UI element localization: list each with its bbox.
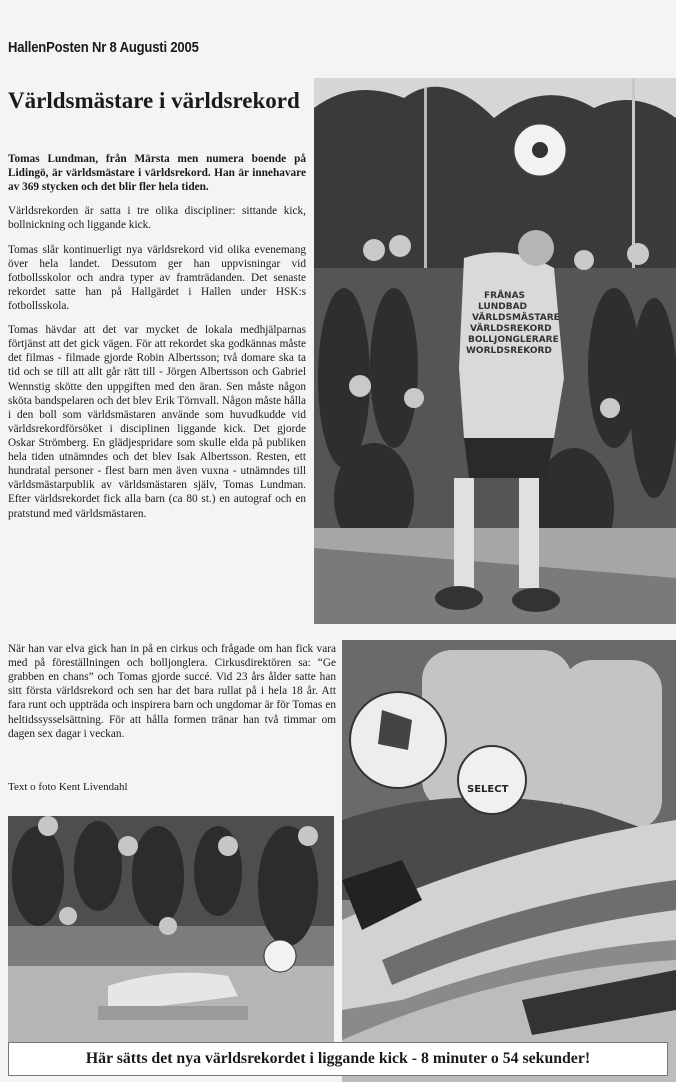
photo-heading-ball <box>314 78 676 624</box>
paragraph-circus: När han var elva gick han in på en cirkus och frågade om han fick vara med på föreställningen och bolljonglera. Cirkusdirektören sa: “Ge grabben en chans” och Tomas gjorde succé. Vid 23 års ålder satte han sitt första världsrekord och sen har det bara rullat på i hela 18 år. Att fara runt och uppträda och inspirera barn och ungdomar är för Tomas en heltidssysselsättning. För att hålla formen tränar han två timmar om dagen sex dagar i veckan. <box>8 643 336 740</box>
masthead: HallenPosten Nr 8 Augusti 2005 <box>8 40 199 56</box>
lead-paragraph: Tomas Lundman, från Märsta men numera boende på Lidingö, är världsmästare i världsrekord. Han är innehavare av 369 stycken och det blir fler hela tiden. <box>8 153 306 194</box>
photo-lying-kick <box>8 816 334 1044</box>
paragraph-disciplines: Världsrekorden är satta i tre olika discipliner: sittande kick, bollnickning och liggande kick. <box>8 205 306 232</box>
byline: Text o foto Kent Livendahl <box>8 781 128 793</box>
article-column-bottom <box>8 642 336 751</box>
ball-text: SELECT <box>467 784 509 795</box>
paragraph-records: Tomas slår kontinuerligt nya världsrekord vid olika evenemang över hela landet. Dessutom ger han uppvisningar vid fotbollsskolor och andra typer av framträdanden. Det senaste rekordet satte han på Hallgärdet i Hallen under HSK:s fotbollsskola. <box>8 243 306 312</box>
photo-caption: Här sätts det nya världsrekordet i liggande kick - 8 minuter o 54 sekunder! <box>8 1042 668 1076</box>
paragraph-helpers: Tomas hävdar att det var mycket de lokala medhjälparnas förtjänst att det gick vägen. För att rekordet ska godkännas måste det filmas - filmade gjorde Robin Albertsson; två domare ska ta tid och se till att allt går rätt till - Jörgen Albertsson och Gabriel Wennstig skötte den uppgiften med den äran. Sen måste någon sköta bandspelaren och det blev Erik Törnvall. Någon måste hålla i den boll som världsmästaren använde som huvudkudde vid världsrekordförsöket i disciplinen liggande kick. Det gjorde Oskar Strömberg. En glädjespridare som skulle elda på publiken hela tiden utnämndes och det blev Isak Albertsson. Resten, ett hundratal personer - flest barn men även vuxna - utnämndes till världsmästarpublik av världsmästaren själv, Tomas Lundman. Efter världsrekordet fick alla barn (ca 80 st.) en autograf och en pratstund med världsmästaren. <box>8 324 306 520</box>
headline: Världsmästare i världsrekord <box>8 88 300 113</box>
photo-kicking-ball <box>342 640 676 1082</box>
article-column-top <box>8 152 306 531</box>
shirt-text: FRÅNAS LUNDBAD VÄRLDSMÄSTARE VÄRLDSREKORD BOLLJONGLERARE WORLDSREKORD <box>466 291 560 356</box>
